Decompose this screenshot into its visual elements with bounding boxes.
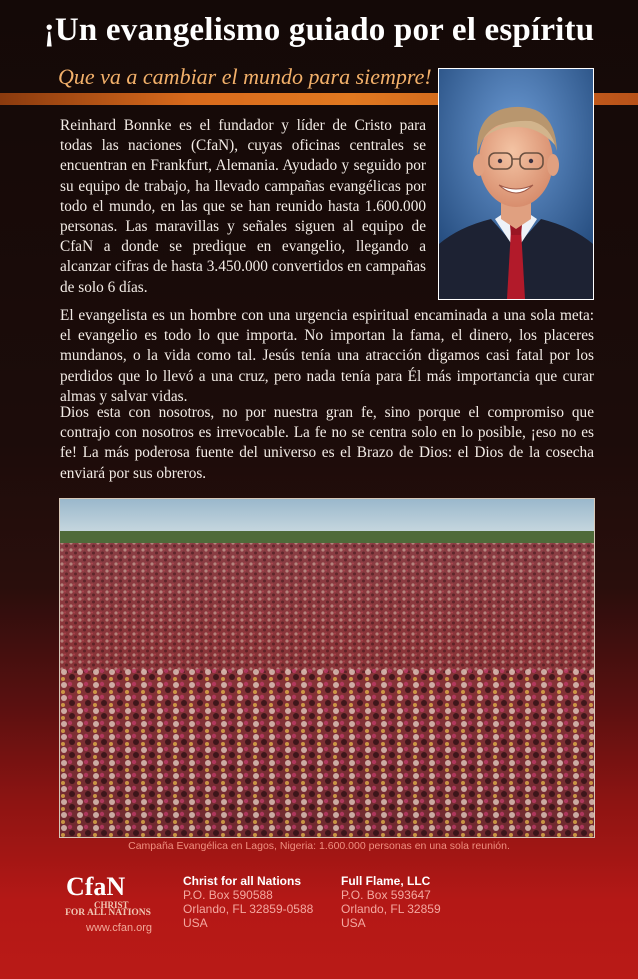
address-fullflame-line3: USA [341, 916, 366, 930]
body-paragraph-3: Dios esta con nosotros, no por nuestra gran fe, sino porque el compromiso que contrajo con nosotros es irrevocable. La fe no se centra solo en lo posible, ¡eso no es fe! La más poderosa fuente del universo es el Brazo de Dios: el Dios de la cosecha enviará por sus obreros. [60, 404, 594, 482]
crowd-photo [59, 498, 595, 838]
address-fullflame-name: Full Flame, LLC [341, 874, 431, 888]
cfan-logo-mark: CfaN [66, 872, 126, 901]
address-fullflame-line2: Orlando, FL 32859 [341, 902, 441, 916]
address-cfan [183, 874, 313, 930]
cfan-logo-nations: FOR ALL NATIONS [65, 908, 151, 918]
address-fullflame-line1: P.O. Box 593647 [341, 888, 431, 902]
photo-caption: Campaña Evangélica en Lagos, Nigeria: 1.600.000 personas en una sola reunión. [128, 840, 510, 852]
address-cfan-name: Christ for all Nations [183, 874, 302, 888]
cover-title: ¡Un evangelismo guiado por el espíritu [43, 12, 595, 48]
crowd-photo-illustration [60, 499, 594, 837]
address-cfan-line2: Orlando, FL 32859-0588 [183, 902, 314, 916]
address-cfan-line3: USA [183, 916, 208, 930]
author-portrait [438, 68, 594, 300]
address-cfan-line1: P.O. Box 590588 [183, 888, 273, 902]
cfan-logo [58, 870, 158, 940]
body-paragraph-2: El evangelista es un hombre con una urgencia espiritual encaminada a una sola meta: el evangelio es todo lo que importa. No importan la fama, el dinero, los placeres mundanos, o la vida como tal. Jesús tenía una atracción digamos casi fatal por los perdidos que lo llevó a una cruz, pero nada tenía para Él más importancia que curar almas y salvar vidas. [60, 307, 594, 405]
cover-subtitle: Que va a cambiar el mundo para siempre! [58, 64, 432, 89]
author-portrait-illustration [439, 69, 593, 299]
intro-paragraph: Reinhard Bonnke es el fundador y líder de Cristo para todas las naciones (CfaN), cuyas oficinas centrales se encuentran en Frankfurt, Alemania. Ayudado y seguido por su equipo de trabajo, ha llevado campañas evangélicas por todo el mundo, en las que se han reunido hasta 1.600.000 personas. Las maravillas y señales siguen al equipo de CfaN a donde se predique en evangelio, llegando a alcanzar cifras de hasta 3.450.000 convertidos en campañas de solo 6 días. [60, 117, 426, 296]
cfan-logo-christ: CHRIST [94, 900, 129, 910]
address-fullflame [341, 874, 441, 930]
cfan-url[interactable]: www.cfan.org [86, 922, 153, 934]
